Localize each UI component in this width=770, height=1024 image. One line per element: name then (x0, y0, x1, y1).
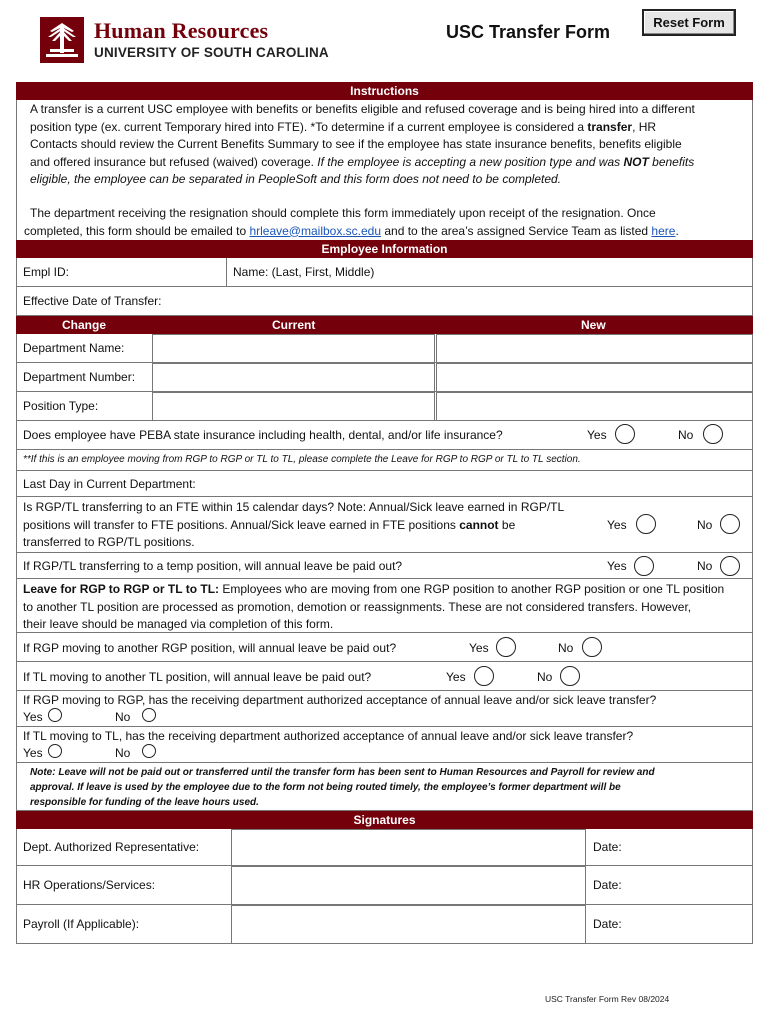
signatures-heading: Signatures (16, 811, 753, 829)
tl-paid-yes-label: Yes (446, 670, 466, 684)
fte-question-line: Is RGP/TL transferring to an FTE within 15 calendar days? Note: Annual/Sick leave earned in RGP/TL (23, 500, 565, 514)
rgp-paid-no-radio[interactable] (582, 637, 602, 657)
instructions-line: A transfer is a current USC employee with benefits or benefits eligible and refused coverage and is being hired into a different (30, 102, 695, 116)
instructions-line: eligible, the employee can be separated in PeopleSoft and this form does not need to be completed. (30, 172, 562, 186)
leave-intro-line: to another TL position are processed as promotion, demotion or reassignments. These are not considered transfers. However, (23, 599, 692, 614)
payroll-date-input[interactable] (628, 907, 750, 942)
tl-paid-yes-radio[interactable] (474, 666, 494, 686)
rgp-note: **If this is an employee moving from RGP to RGP or TL to TL, please complete the Leave for RGP to RGP or TL to TL section. (23, 454, 581, 465)
payroll-signature-field[interactable] (231, 905, 586, 944)
fte-no-label: No (697, 518, 713, 532)
effective-date-label: Effective Date of Transfer: (23, 294, 162, 308)
dept-number-label: Department Number: (23, 370, 136, 384)
hr-ops-label: HR Operations/Services: (23, 878, 156, 892)
temp-no-radio[interactable] (720, 556, 740, 576)
effective-date-input[interactable] (180, 289, 750, 314)
rgp-paid-yes-radio[interactable] (496, 637, 516, 657)
fte-no-radio[interactable] (720, 514, 740, 534)
tl-auth-yes-radio[interactable] (48, 744, 62, 758)
rgp-paid-question: If RGP moving to another RGP position, will annual leave be paid out? (23, 641, 397, 655)
service-team-link[interactable]: here (651, 223, 676, 238)
last-day-input[interactable] (215, 473, 750, 495)
hr-ops-date-label: Date: (593, 878, 622, 892)
position-type-label: Position Type: (23, 399, 99, 413)
leave-intro-line: Leave for RGP to RGP or TL to TL: Employees who are moving from one RGP position to another RGP position or one TL position (23, 582, 725, 596)
peba-yes-label: Yes (587, 428, 607, 442)
last-day-label: Last Day in Current Department: (23, 477, 196, 491)
col-change: Change (62, 318, 107, 332)
current-dept-name-input[interactable] (152, 334, 435, 363)
tl-paid-question: If TL moving to another TL position, will annual leave be paid out? (23, 670, 372, 684)
empl-id-label: Empl ID: (23, 265, 70, 279)
dept-name-label: Department Name: (23, 341, 125, 355)
current-dept-number-input[interactable] (152, 363, 435, 392)
fte-question-line: transferred to RGP/TL positions. (23, 535, 195, 549)
new-position-type-input[interactable] (436, 392, 753, 421)
temp-yes-radio[interactable] (634, 556, 654, 576)
name-input[interactable] (390, 260, 750, 285)
empl-id-input[interactable] (84, 260, 224, 285)
rgp-paid-no-label: No (558, 641, 574, 655)
leave-note-line: approval. If leave is used by the employee due to the form not being routed timely, the employee’s former department will be (30, 782, 621, 793)
fte-yes-label: Yes (607, 518, 627, 532)
change-header-bar (16, 316, 753, 334)
name-label: Name: (Last, First, Middle) (233, 265, 375, 279)
instructions-line: and offered insurance but refused (waived) coverage. If the employee is accepting a new position type and was NOT benefits (30, 154, 695, 169)
hr-ops-signature-field[interactable] (231, 866, 586, 905)
leave-note-line: responsible for funding of the leave hours used. (30, 797, 259, 808)
instructions-line: Contacts should review the Current Benefits Summary to see if the employee has state insurance benefits, benefits eligible (30, 137, 682, 151)
org-name: Human Resources (94, 18, 269, 43)
new-dept-number-input[interactable] (436, 363, 753, 392)
tl-auth-no-radio[interactable] (142, 744, 156, 758)
payroll-label: Payroll (If Applicable): (23, 917, 140, 931)
usc-logo (40, 17, 84, 63)
employee-info-heading: Employee Information (16, 240, 753, 258)
footer-revision: USC Transfer Form Rev 08/2024 (545, 994, 670, 1004)
rgp-auth-yes-radio[interactable] (48, 708, 62, 722)
tl-paid-no-label: No (537, 670, 553, 684)
leave-intro-line: their leave should be managed via completion of this form. (23, 617, 334, 631)
instructions-line: completed, this form should be emailed to hrleave@mailbox.sc.edu and to the area’s assigned Service Team as listed here. (24, 223, 679, 238)
hr-ops-date-input[interactable] (628, 868, 750, 903)
tl-auth-yes-label: Yes (23, 746, 43, 760)
tl-auth-no-label: No (115, 746, 131, 760)
dept-rep-date-label: Date: (593, 840, 622, 854)
rgp-auth-no-radio[interactable] (142, 708, 156, 722)
fte-question-line: positions will transfer to FTE positions. Annual/Sick leave earned in FTE positions cannot be (23, 517, 516, 532)
peba-no-label: No (678, 428, 694, 442)
tl-auth-question: If TL moving to TL, has the receiving department authorized acceptance of annual leave and/or sick leave transfer? (23, 729, 634, 743)
fte-yes-radio[interactable] (636, 514, 656, 534)
instructions-line: The department receiving the resignation should complete this form immediately upon receipt of the resignation. Once (30, 206, 656, 220)
org-subtitle: UNIVERSITY OF SOUTH CAROLINA (94, 45, 329, 60)
dept-rep-date-input[interactable] (628, 831, 750, 864)
rgp-auth-yes-label: Yes (23, 710, 43, 724)
peba-question: Does employee have PEBA state insurance including health, dental, and/or life insurance? (23, 428, 503, 442)
instructions-line: position type (ex. current Temporary hired into FTE). *To determine if a current employee is considered a transfer, HR (30, 119, 657, 134)
leave-note-line: Note: Leave will not be paid out or transferred until the transfer form has been sent to Human Resources and Payroll for review and (30, 767, 655, 778)
col-current: Current (272, 318, 316, 332)
dept-rep-label: Dept. Authorized Representative: (23, 840, 200, 854)
rgp-paid-yes-label: Yes (469, 641, 489, 655)
new-dept-name-input[interactable] (436, 334, 753, 363)
page-title: USC Transfer Form (446, 22, 611, 42)
temp-no-label: No (697, 559, 713, 573)
reset-form-button[interactable]: Reset Form (642, 9, 736, 36)
temp-yes-label: Yes (607, 559, 627, 573)
peba-yes-radio[interactable] (615, 424, 635, 444)
hrleave-email-link[interactable]: hrleave@mailbox.sc.edu (249, 223, 382, 238)
dept-rep-signature-field[interactable] (231, 829, 586, 866)
peba-no-radio[interactable] (703, 424, 723, 444)
payroll-date-label: Date: (593, 917, 622, 931)
temp-question: If RGP/TL transferring to a temp position, will annual leave be paid out? (23, 559, 403, 573)
current-position-type-input[interactable] (152, 392, 435, 421)
rgp-auth-question: If RGP moving to RGP, has the receiving department authorized acceptance of annual leave and/or sick leave transfer? (23, 693, 657, 707)
tl-paid-no-radio[interactable] (560, 666, 580, 686)
col-new: New (581, 318, 606, 332)
rgp-auth-no-label: No (115, 710, 131, 724)
instructions-heading: Instructions (16, 82, 753, 100)
